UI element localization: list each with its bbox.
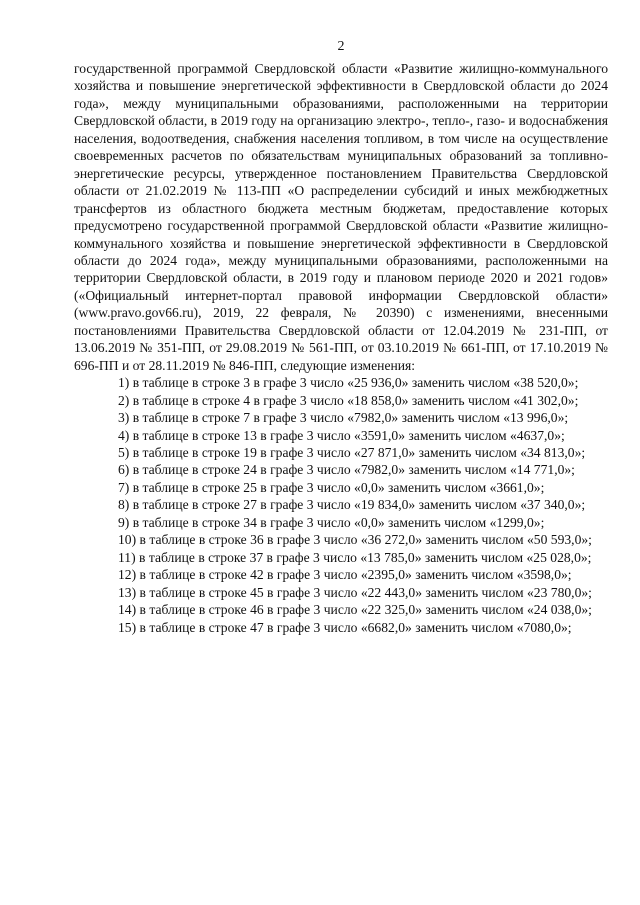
list-item: 2) в таблице в строке 4 в графе 3 число «18 858,0» заменить числом «41 302,0»; xyxy=(118,392,579,408)
list-item: 8) в таблице в строке 27 в графе 3 число «19 834,0» заменить числом «37 340,0»; xyxy=(118,497,586,513)
list-item: 5) в таблице в строке 19 в графе 3 число «27 871,0» заменить числом «34 813,0»; xyxy=(118,444,586,460)
page-number: 2 xyxy=(337,39,345,54)
list-item: 3) в таблице в строке 7 в графе 3 число «7982,0» заменить числом «13 996,0»; xyxy=(118,410,569,426)
list-item: 7) в таблице в строке 25 в графе 3 число «0,0» заменить числом «3661,0»; xyxy=(118,479,545,495)
intro-paragraph: государственной программой Свердловской области «Развитие жилищно-коммунального хозяйства и повышение энергетической эффективности в Свердловской области до 2024 года», между муниципальными образованиями, расположенными на территории Свердловской области, в 2019 году на организацию электро-, тепло-, газо- и водоснабжения населения, водоотведения, снабжения населения топливом, в том числе на осуществление своевременных расчетов по обязательствам муниципальных образований за топливно-энергетические ресурсы, утвержденное постановлением Правительства Свердловской области от 21.02.2019 № 113-ПП «О распределении субсидий и иных межбюджетных трансфертов из областного бюджета местным бюджетам, предоставление которых предусмотрено государственной программой Свердловской области «Развитие жилищно-коммунального хозяйства и повышение энергетической эффективности в Свердловской области до 2024 года», между муниципальными образованиями, расположенными на территории Свердловской области, в 2019 году и плановом периоде 2020 и 2021 годов» («Официальный интернет-портал правовой информации Свердловской области» (www.pravo.gov66.ru), 2019, 22 февраля, № 20390) с изменениями, внесенными постановлениями Правительства Свердловской области от 12.04.2019 № 231-ПП, от 13.06.2019 № 351-ПП, от 29.08.2019 № 561-ПП, от 03.10.2019 № 661-ПП, от 17.10.2019 № 696-ПП и от 28.11.2019 № 846-ПП, следующие изменения: xyxy=(74,61,608,373)
list-item: 1) в таблице в строке 3 в графе 3 число «25 936,0» заменить числом «38 520,0»; xyxy=(118,375,579,391)
amendments-list xyxy=(74,374,608,636)
list-item: 11) в таблице в строке 37 в графе 3 число «13 785,0» заменить числом «25 028,0»; xyxy=(118,549,592,565)
list-item: 9) в таблице в строке 34 в графе 3 число «0,0» заменить числом «1299,0»; xyxy=(118,514,545,530)
list-item: 6) в таблице в строке 24 в графе 3 число «7982,0» заменить числом «14 771,0»; xyxy=(118,462,575,478)
list-item: 14) в таблице в строке 46 в графе 3 число «22 325,0» заменить числом «24 038,0»; xyxy=(118,602,592,618)
list-item: 4) в таблице в строке 13 в графе 3 число «3591,0» заменить числом «4637,0»; xyxy=(118,427,565,443)
list-item: 10) в таблице в строке 36 в графе 3 число «36 272,0» заменить числом «50 593,0»; xyxy=(118,532,592,548)
document-page xyxy=(74,38,608,636)
list-item: 15) в таблице в строке 47 в графе 3 число «6682,0» заменить числом «7080,0»; xyxy=(118,619,572,635)
list-item: 12) в таблице в строке 42 в графе 3 число «2395,0» заменить числом «3598,0»; xyxy=(118,567,572,583)
list-item: 13) в таблице в строке 45 в графе 3 число «22 443,0» заменить числом «23 780,0»; xyxy=(118,584,592,600)
